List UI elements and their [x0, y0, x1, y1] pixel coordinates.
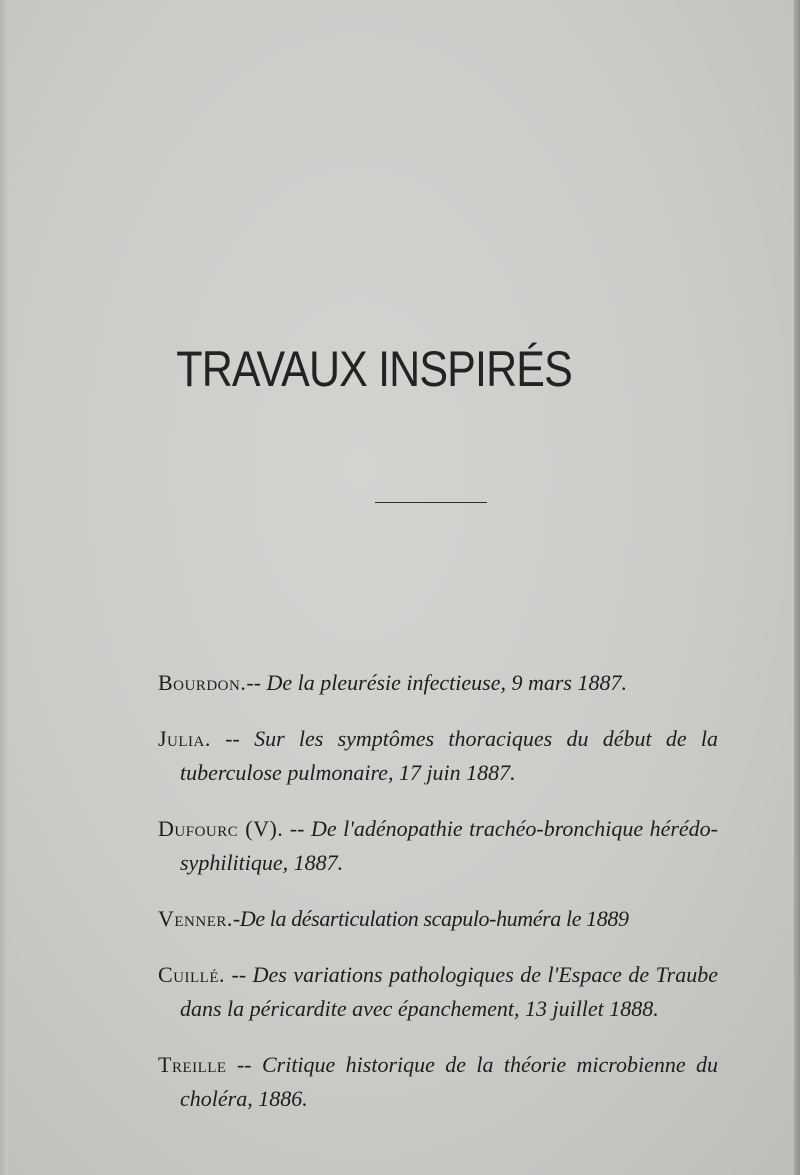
page-title: TRAVAUX INSPIRÉS: [176, 341, 572, 397]
entry-author: Cuillé.: [158, 962, 225, 987]
entry-list: [158, 666, 718, 1129]
page-left-edge: [0, 0, 8, 1175]
entry-work: De la désarticulation scapulo-huméra le 1889: [239, 906, 629, 931]
entry-work: Des variations pathologiques de l'Espace de Traube dans la péricardite avec épanchement, 13 juillet 1888.: [180, 962, 718, 1021]
entry-dufourc: [158, 812, 718, 880]
entry-treille: [158, 1048, 718, 1116]
entry-separator: --: [283, 816, 311, 841]
entry-cuille: [158, 958, 718, 1026]
page-right-edge: [794, 0, 800, 1175]
entry-author: Venner.: [158, 906, 233, 931]
entry-work: Critique historique de la théorie microbienne du choléra, 1886.: [180, 1052, 719, 1111]
entry-bourdon: [158, 666, 718, 700]
entry-work: De la pleurésie infectieuse, 9 mars 1887.: [266, 670, 627, 695]
title-divider: [375, 502, 487, 503]
entry-author: Dufourc (V).: [158, 816, 284, 841]
entry-work: De l'adénopathie trachéo-bronchique hérédo-syphilitique, 1887.: [180, 816, 718, 875]
entry-work: Sur les symptômes thoraciques du début de la tuberculose pulmonaire, 17 juin 1887.: [180, 726, 719, 785]
entry-separator: -: [232, 906, 240, 931]
entry-venner: [158, 902, 718, 936]
entry-separator: --: [225, 962, 253, 987]
entry-separator: --: [210, 726, 255, 751]
entry-julia: [158, 722, 718, 790]
entry-author: Bourdon.: [158, 670, 247, 695]
entry-author: Treille: [158, 1052, 227, 1077]
entry-separator: --: [246, 670, 267, 695]
entry-separator: --: [226, 1052, 262, 1077]
entry-author: Julia.: [158, 726, 211, 751]
